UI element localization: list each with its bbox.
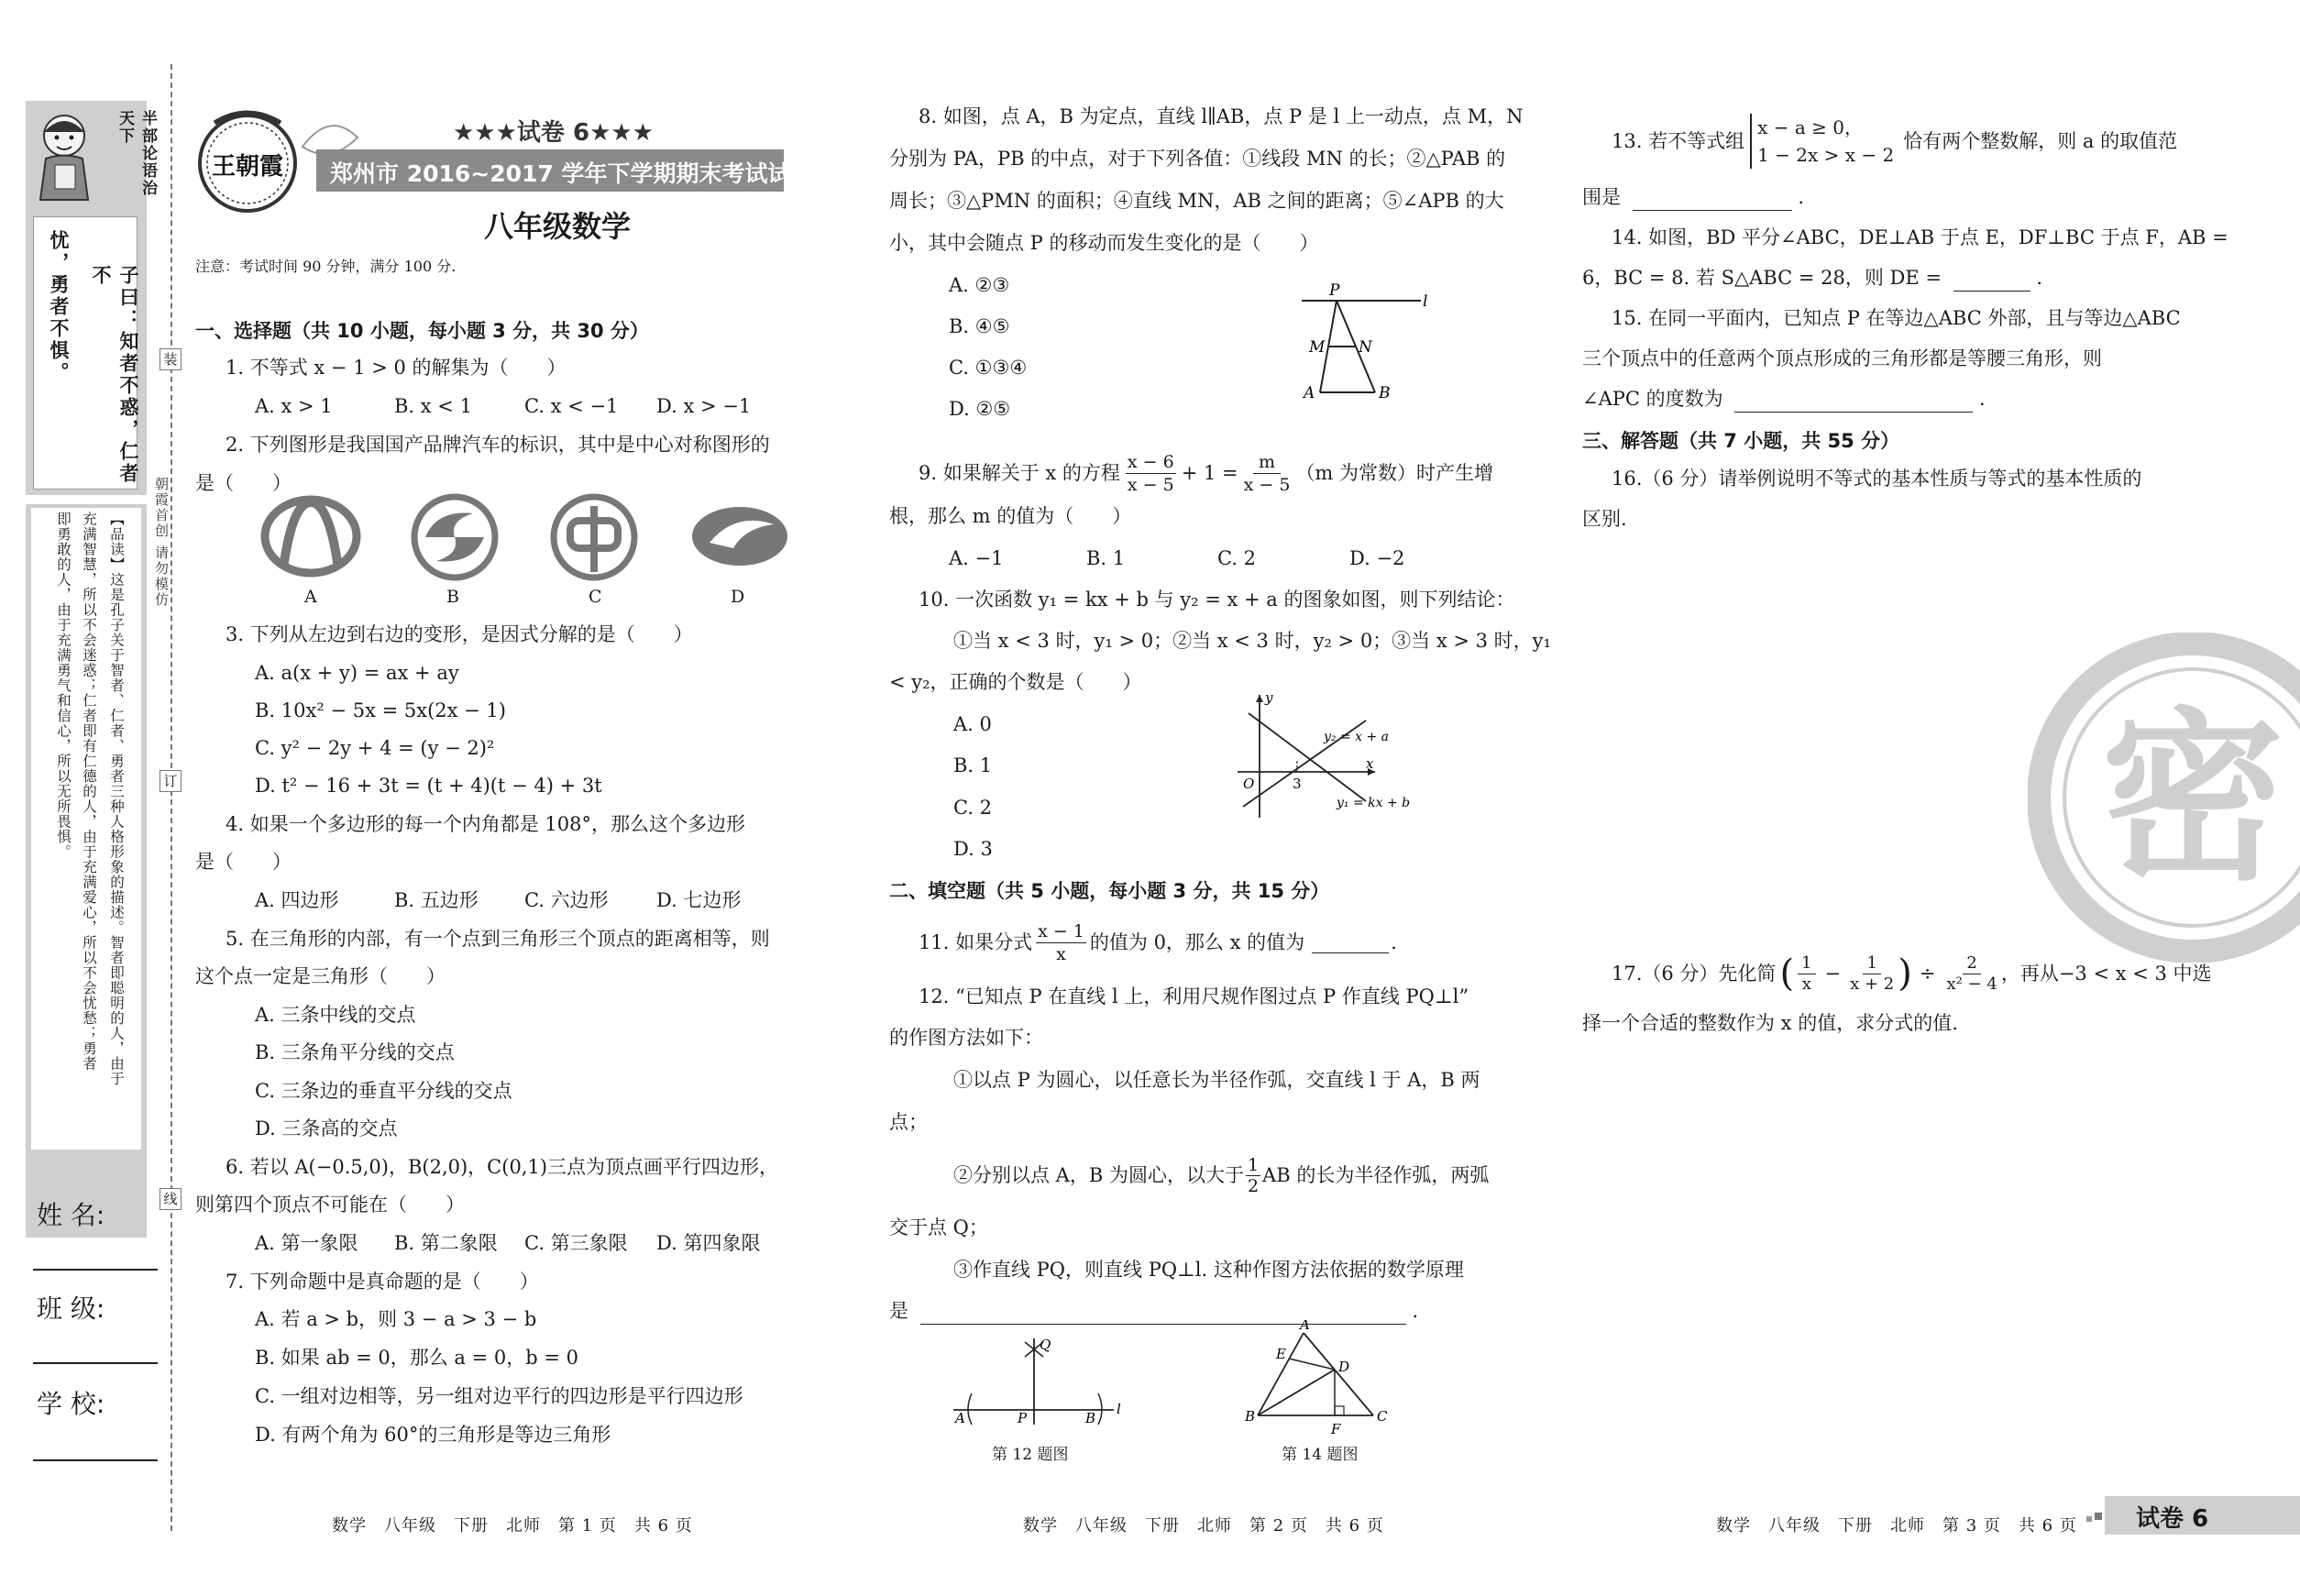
svg-text:Q: Q [1040, 1337, 1051, 1353]
q14-stem-line2: 6，BC = 8. 若 S△ABC = 28，则 DE = . [1582, 264, 2042, 292]
q8-stem-line3: 周长；③△PMN 的面积；④直线 MN，AB 之间的距离；⑤∠APB 的大 [889, 190, 1504, 212]
q8-option-c: C. ①③④ [949, 357, 1028, 379]
section-1-heading: 一、选择题（共 10 小题，每小题 3 分，共 30 分） [195, 320, 649, 342]
q6-option-d: D. 第四象限 [656, 1232, 761, 1254]
section-2-heading: 二、填空题（共 5 小题，每小题 3 分，共 15 分） [889, 880, 1330, 902]
q10-option-a: A. 0 [953, 713, 992, 735]
svg-text:A: A [1304, 384, 1315, 402]
q10-stem-line2: ①当 x < 3 时，y₁ > 0；②当 x < 3 时，y₂ > 0；③当 x > 3 时，y₁ [953, 630, 1551, 652]
seal-char-3: 线 [160, 1188, 182, 1210]
svg-text:y₂ = x + a: y₂ = x + a [1324, 730, 1390, 744]
q4-option-d: D. 七边形 [656, 889, 742, 911]
q12-step4: 是 . [889, 1297, 1418, 1325]
sidebar-quote-box [26, 101, 157, 495]
q16-stem-line2: 区别. [1582, 508, 1627, 530]
q7-stem: 7. 下列命题中是真命题的是（ ） [226, 1271, 539, 1293]
paper-number: ★★★试卷 6★★★ [453, 119, 654, 147]
q10-stem-line3: < y₂，正确的个数是（ ） [889, 671, 1142, 693]
q12-stem-line2: 的作图方法如下： [889, 1027, 1043, 1049]
brand-name: 王朝霞 [211, 153, 284, 181]
q12-step2-line1: ②分别以点 A，B 为圆心，以大于 1 2 AB 的长为半径作弧，两弧 [953, 1154, 1490, 1196]
q10-graph [1228, 689, 1439, 827]
q1-option-d: D. x > −1 [656, 395, 752, 417]
subject-title: 八年级数学 [484, 209, 632, 244]
q14-stem-line1: 14. 如图，BD 平分∠ABC，DE⊥AB 于点 E，DF⊥BC 于点 F，AB = [1612, 226, 2228, 248]
q11-fraction: x − 1 x [1038, 920, 1084, 964]
svg-text:M: M [1309, 338, 1326, 357]
q9-stem-line2: 根，那么 m 的值为（ ） [889, 505, 1132, 527]
q15-stem-line2: 三个顶点中的任意两个顶点形成的三角形都是等腰三角形，则 [1582, 347, 2102, 369]
q4-option-b: B. 五边形 [394, 889, 479, 911]
svg-text:y: y [1265, 689, 1273, 706]
q2-stem-line1: 2. 下列图形是我国国产品牌汽车的标识，其中是中心对称图形的 [226, 434, 770, 456]
footer-paper-tag: 试卷 6 [2136, 1505, 2209, 1533]
q6-stem-line2: 则第四个顶点不可能在（ ） [195, 1194, 465, 1216]
name-field[interactable] [33, 1269, 158, 1271]
svg-text:D: D [1338, 1359, 1350, 1375]
sidebar-quote-col1: 子曰：知者不惑，仁者不 [90, 265, 139, 485]
q17-stem-line2: 择一个合适的整数作为 x 的值，求分式的值. [1582, 1012, 1958, 1034]
svg-text:A: A [955, 1410, 965, 1426]
svg-text:F: F [1331, 1421, 1341, 1437]
svg-text:C: C [1377, 1408, 1388, 1425]
q6-option-c: C. 第三象限 [524, 1232, 628, 1254]
q10-option-c: C. 2 [953, 797, 993, 819]
q17-fraction-1: 1 x [1798, 953, 1815, 995]
page-3-footer: 数学 八年级 下册 北师 第 3 页 共 6 页 [1716, 1516, 2077, 1535]
q16-stem-line1: 16.（6 分）请举例说明不等式的基本性质与等式的基本性质的 [1612, 468, 2142, 490]
brand-logo [193, 101, 303, 220]
q13-stem-line2: 围是 . [1582, 183, 1804, 211]
q5-option-b: B. 三条角平分线的交点 [255, 1041, 455, 1063]
seal-char-2: 订 [160, 770, 182, 792]
q4-option-a: A. 四边形 [255, 889, 339, 911]
q12-figure-caption: 第 12 题图 [992, 1446, 1069, 1464]
school-field[interactable] [33, 1459, 158, 1461]
q8-stem-line4: 小，其中会随点 P 的移动而发生变化的是（ ） [889, 232, 1319, 254]
car-logo-c [548, 493, 640, 581]
svg-text:B: B [1085, 1410, 1096, 1426]
svg-text:y₁ = kx + b: y₁ = kx + b [1337, 796, 1411, 810]
q9-stem: 9. 如果解关于 x 的方程 x − 6 x − 5 + 1 = $\frac{m}{x - 5}$ （m 为常数）时产生增 [919, 451, 1494, 495]
svg-text:P: P [1329, 281, 1340, 300]
car-logo-b [409, 493, 501, 581]
q5-option-d: D. 三条高的交点 [255, 1117, 398, 1139]
section-3-heading: 三、解答题（共 7 小题，共 55 分） [1582, 430, 1900, 452]
car-logo-a [260, 495, 361, 578]
page-1-footer: 数学 八年级 下册 北师 第 1 页 共 6 页 [332, 1516, 693, 1535]
logo-label-b: B [446, 587, 459, 607]
q17-fraction-3: $\frac{2}{\text{x² − 4}}$ [1946, 952, 1997, 994]
q7-option-c: C. 一组对边相等，另一组对边平行的四边形是平行四边形 [255, 1385, 743, 1407]
sidebar-tag: 半部论语治天下 [116, 110, 157, 197]
q17-fraction-2: $\frac{1}{x + 2}$ [1850, 952, 1895, 994]
sidebar [26, 101, 157, 1164]
svg-text:B: B [1379, 384, 1391, 402]
q4-stem-line2: 是（ ） [195, 851, 292, 873]
class-field[interactable] [33, 1362, 158, 1364]
exam-note: 注意：考试时间 90 分钟，满分 100 分. [195, 258, 457, 275]
q2-stem-line2: 是（ ） [195, 472, 292, 494]
q8-stem-line2: 分别为 PA，PB 的中点，对于下列各值：①线段 MN 的长；②△PAB 的 [889, 148, 1506, 170]
q3-option-b: B. 10x² − 5x = 5x(2x − 1) [255, 699, 506, 721]
q9-option-d: D. −2 [1349, 547, 1405, 569]
q15-answer-blank[interactable] [1734, 391, 1973, 413]
q8-option-d: D. ②⑤ [949, 398, 1011, 420]
q4-stem-line1: 4. 如果一个多边形的每一个内角都是 108°，那么这个多边形 [226, 813, 745, 835]
q9-option-a: A. −1 [949, 547, 1004, 569]
q11-stem: 11. 如果分式 x − 1 x 的值为 0，那么 x 的值为 . [919, 920, 1397, 964]
q13-system: x − a ≥ 0， 1 − 2x > x − 2 [1750, 114, 1894, 169]
logo-label-c: C [589, 587, 602, 607]
q11-answer-blank[interactable] [1312, 932, 1389, 953]
q12-figure [944, 1329, 1146, 1430]
q14-figure [1239, 1320, 1395, 1439]
q10-stem-line1: 10. 一次函数 y₁ = kx + b 与 y₂ = x + a 的图象如图，则下列结论： [919, 589, 1515, 611]
binding-line [171, 64, 172, 1531]
q12-step1-line1: ①以点 P 为圆心，以任意长为半径作弧，交直线 l 于 A，B 两 [953, 1069, 1480, 1091]
q12-step2-line2: 交于点 Q； [889, 1216, 988, 1238]
page-2-footer: 数学 八年级 下册 北师 第 2 页 共 6 页 [1023, 1516, 1384, 1535]
q15-stem-line1: 15. 在同一平面内，已知点 P 在等边△ABC 外部，且与等边△ABC [1612, 307, 2181, 329]
q10-option-d: D. 3 [953, 838, 993, 860]
name-label: 姓 名: [37, 1200, 105, 1230]
confidential-stamp [2028, 633, 2300, 963]
q13-stem: 13. 若不等式组 x − a ≥ 0， 1 − 2x > x − 2 恰有两个整数解，则 a 的取值范 [1612, 112, 2177, 171]
q7-option-d: D. 有两个角为 60°的三角形是等边三角形 [255, 1424, 611, 1446]
q4-option-c: C. 六边形 [524, 889, 609, 911]
q1-option-a: A. x > 1 [255, 395, 333, 417]
q7-option-b: B. 如果 ab = 0，那么 a = 0，b = 0 [255, 1347, 578, 1369]
q6-option-b: B. 第二象限 [394, 1232, 498, 1254]
exam-title: 郑州市 2016~2017 学年下学期期末考试试题卷 [330, 160, 837, 187]
q9-fraction-1: x − 6 x − 5 [1127, 451, 1174, 495]
seal-char-1: 装 [160, 348, 182, 370]
svg-text:l: l [1423, 292, 1428, 311]
q6-stem-line1: 6. 若以 A(−0.5,0)，B(2,0)，C(0,1)三点为顶点画平行四边形， [226, 1156, 779, 1178]
svg-text:P: P [1018, 1410, 1028, 1426]
logo-label-a: A [304, 587, 317, 607]
q9-option-b: B. 1 [1086, 547, 1126, 569]
q12-stem-line1: 12. “已知点 P 在直线 l 上，利用尺规作图过点 P 作直线 PQ⊥l” [919, 985, 1469, 1007]
q9-option-c: C. 2 [1217, 547, 1257, 569]
cartoon-avatar [31, 108, 105, 209]
school-label: 学 校: [37, 1389, 105, 1419]
q3-stem: 3. 下列从左边到右边的变形，是因式分解的是（ ） [226, 623, 693, 645]
svg-text:O: O [1243, 776, 1255, 792]
q9-fraction-2: $\frac{m}{x - 5}$ [1243, 451, 1291, 495]
sidebar-reading-col2: 充满智慧，所以不会迷惑；仁者即有仁德的人，由于充满爱心，所以不会忧愁；勇者 [81, 512, 97, 1072]
svg-text:l: l [1117, 1401, 1121, 1417]
car-logo-d [689, 504, 790, 568]
q8-option-a: A. ②③ [949, 274, 1010, 296]
svg-text:N: N [1359, 338, 1372, 357]
q3-option-d: D. t² − 16 + 3t = (t + 4)(t − 4) + 3t [255, 775, 602, 797]
svg-text:B: B [1245, 1408, 1256, 1425]
q8-stem-line1: 8. 如图，点 A，B 为定点，直线 l∥AB，点 P 是 l 上一动点，点 M，N [919, 105, 1524, 127]
q17-stem: 17.（6 分）先化简 ( 1 x − $\frac{1}{x + 2}$ ) ÷ $\frac{2}{\text{x² − 4}}$ ，再从−3 < x < 3 中选 [1612, 952, 2212, 995]
q7-option-a: A. 若 a > b，则 3 − a > 3 − b [255, 1308, 537, 1330]
q13-answer-blank[interactable] [1633, 190, 1792, 211]
sidebar-reading-col1: 【品读】这是孔子关于智者、仁者、勇者三种人格形象的描述。智者即聪明的人，由于 [108, 512, 125, 1086]
q12-step1-line2: 点； [889, 1111, 928, 1133]
q10-option-b: B. 1 [953, 754, 993, 776]
svg-text:E: E [1276, 1346, 1286, 1362]
sidebar-reading-box [26, 504, 147, 1238]
copyright-note: 朝霞首创 请勿模仿 [153, 477, 170, 608]
q5-option-c: C. 三条边的垂直平分线的交点 [255, 1080, 512, 1102]
q1-option-c: C. x < −1 [524, 395, 619, 417]
svg-text:3: 3 [1293, 776, 1302, 792]
svg-text:密: 密 [2100, 692, 2285, 906]
logo-label-d: D [731, 587, 745, 607]
q12-step3: ③作直线 PQ，则直线 PQ⊥l. 这种作图方法依据的数学原理 [953, 1259, 1464, 1281]
svg-text:A: A [1300, 1320, 1310, 1333]
q5-stem-line2: 这个点一定是三角形（ ） [195, 965, 446, 987]
sidebar-reading-col3: 即勇敢的人，由于充满勇气和信心，所以无所畏惧。 [55, 512, 72, 860]
footer-tag-squares [2086, 1509, 2105, 1531]
svg-text:x: x [1366, 755, 1374, 772]
q12-half-fraction: 1 2 [1247, 1154, 1260, 1196]
q14-answer-blank[interactable] [1953, 270, 2030, 292]
q6-option-a: A. 第一象限 [255, 1232, 358, 1254]
q15-stem-line3: ∠APC 的度数为 . [1582, 385, 1986, 413]
q3-option-c: C. y² − 2y + 4 = (y − 2)² [255, 737, 495, 759]
q5-stem-line1: 5. 在三角形的内部，有一个点到三角形三个顶点的距离相等，则 [226, 928, 770, 950]
q8-figure [1283, 275, 1439, 413]
q8-option-b: B. ④⑤ [949, 315, 1010, 337]
q1-stem: 1. 不等式 x − 1 > 0 的解集为（ ） [226, 357, 567, 379]
class-label: 班 级: [37, 1293, 105, 1324]
q14-figure-caption: 第 14 题图 [1282, 1446, 1359, 1464]
q3-option-a: A. a(x + y) = ax + ay [255, 662, 459, 684]
q1-option-b: B. x < 1 [394, 395, 472, 417]
q5-option-a: A. 三条中线的交点 [255, 1004, 416, 1026]
sidebar-quote-col2: 忧，勇者不惧。 [48, 230, 70, 384]
